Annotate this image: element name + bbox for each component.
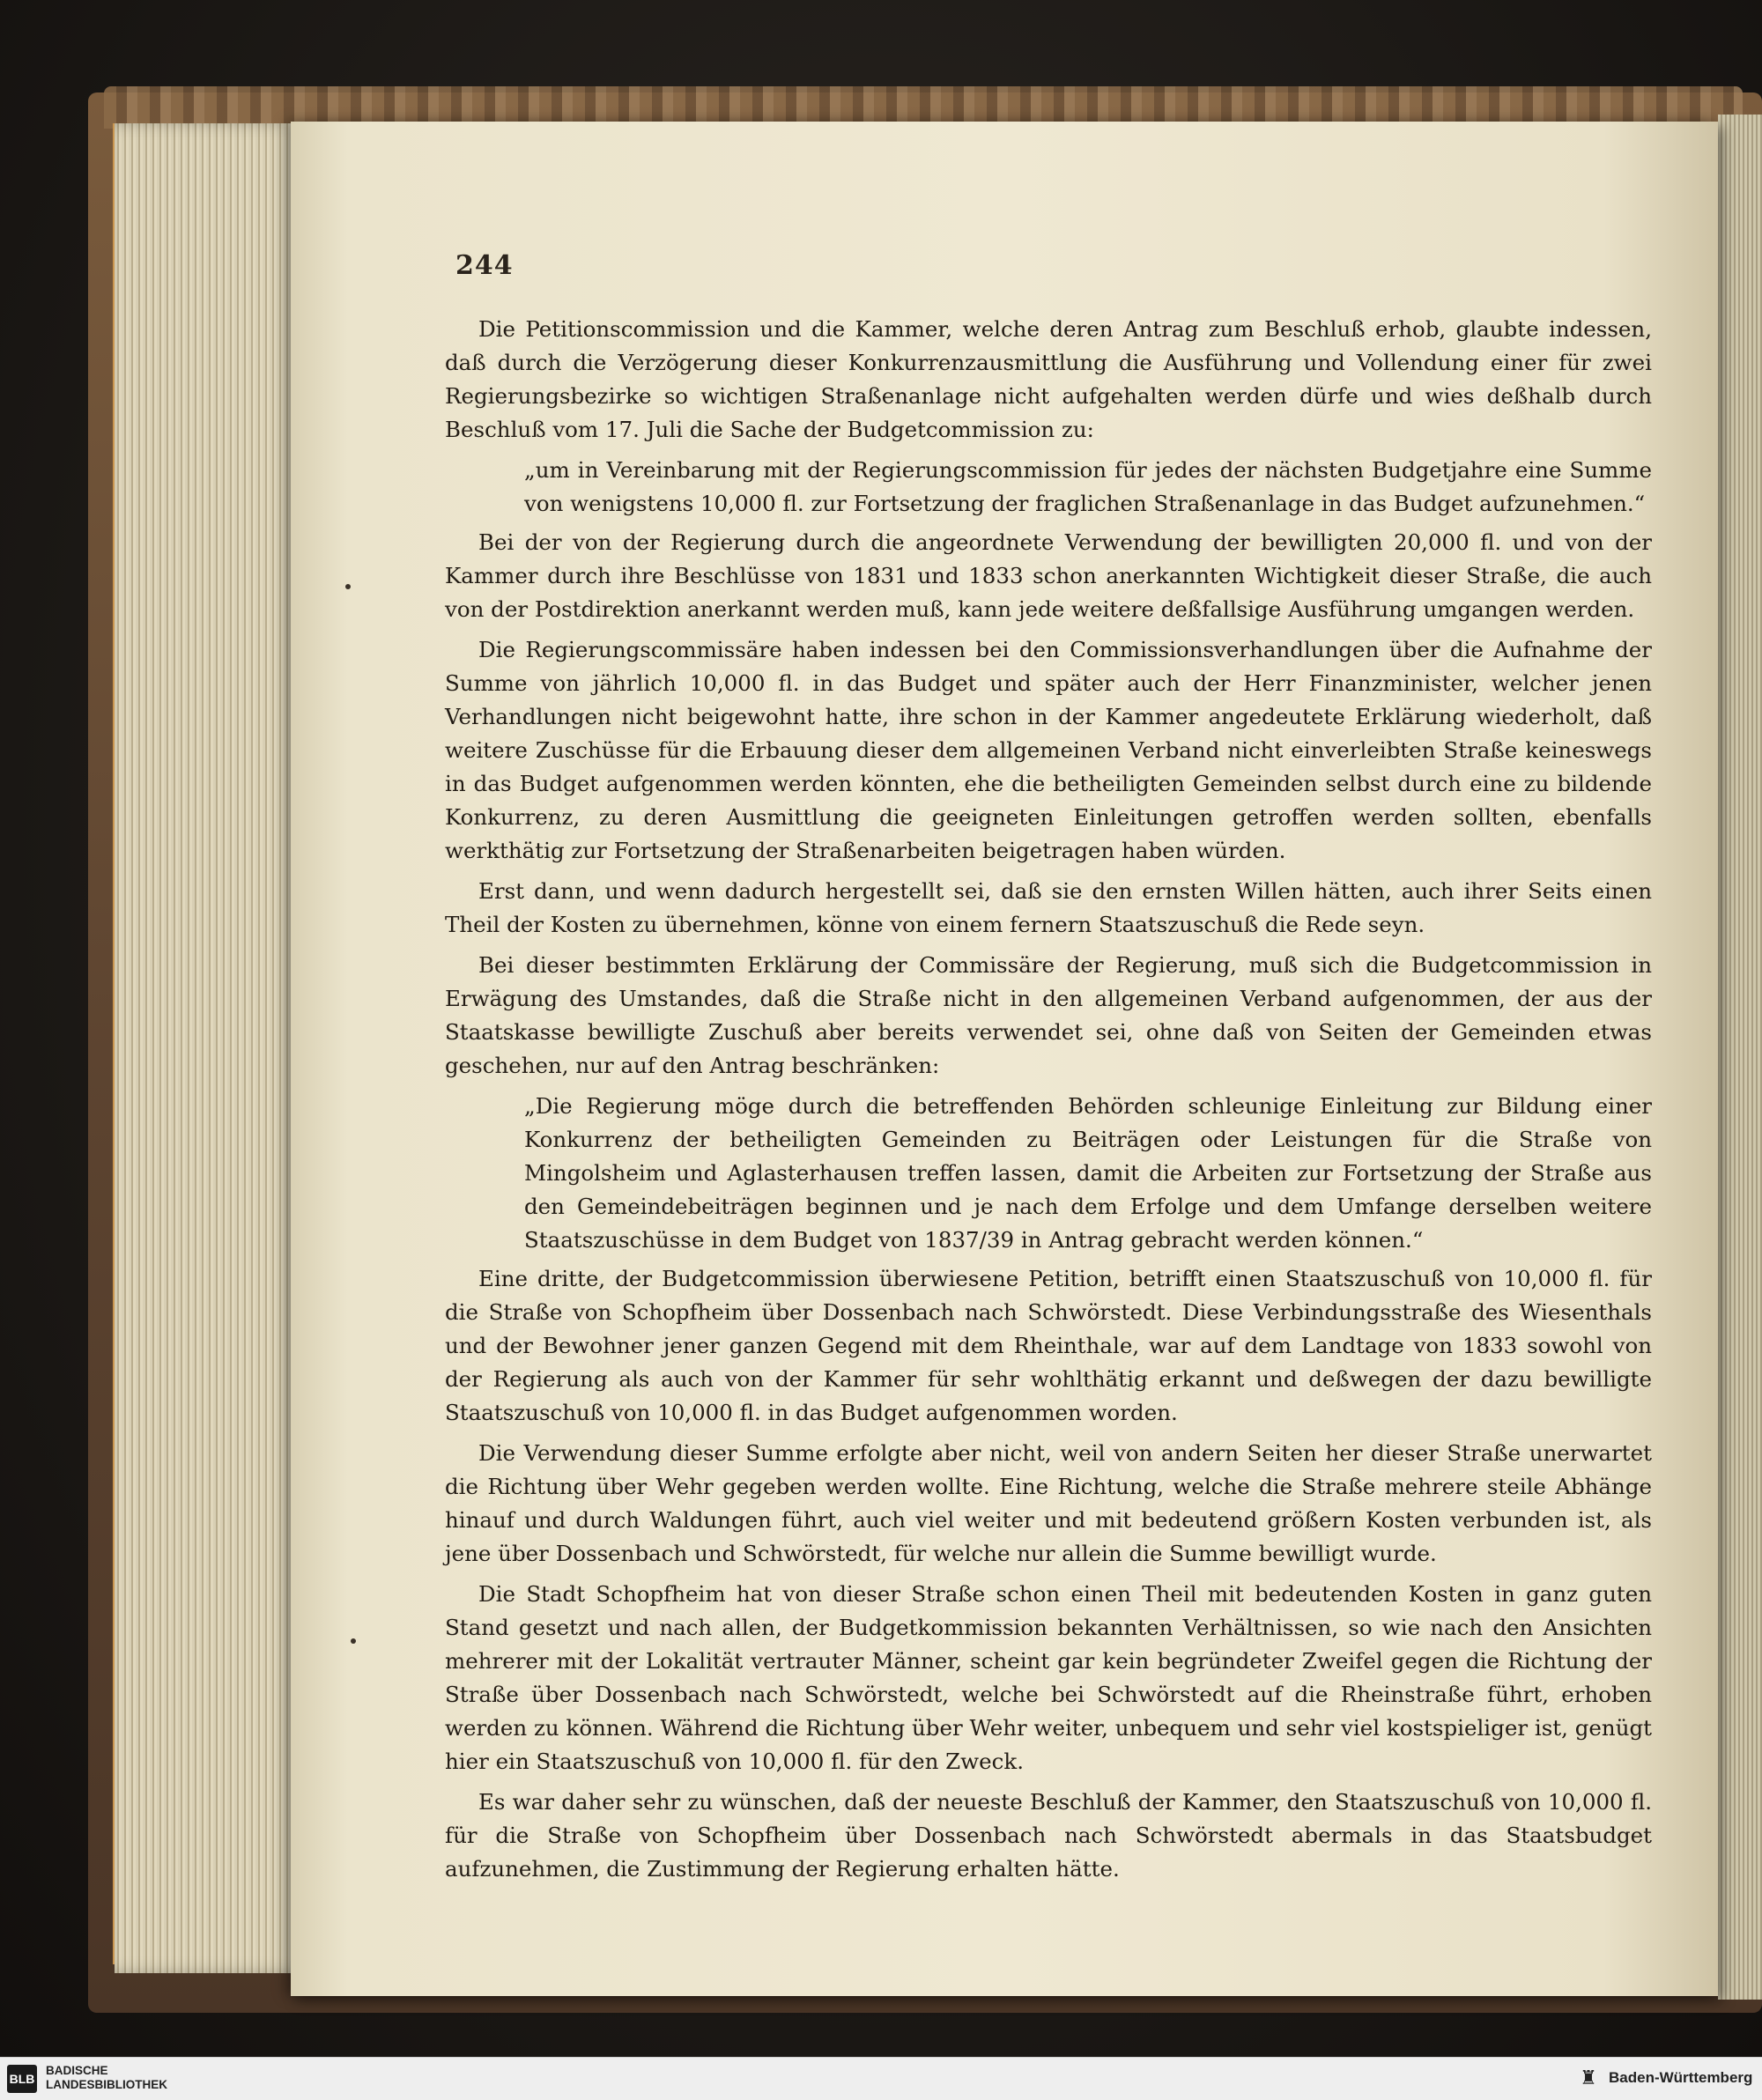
margin-dot [351, 1638, 356, 1644]
paragraph: Erst dann, und wenn dadurch hergestellt sei, daß sie den ernsten Willen hätten, auch ihrer Seits einen Theil der Kosten zu übernehmen, könne von einem fernern Staatszuschuß die Rede seyn. [445, 878, 1652, 937]
state-name[interactable]: Baden-Württemberg [1609, 2069, 1753, 2086]
margin-dot [345, 584, 351, 589]
paragraph: Die Petitionscommission und die Kammer, welche deren Antrag zum Beschluß erhob, glaubte indessen, daß durch die Verzögerung dieser Konkurrenzausmittlung die Ausführung und Vollendung einer für zwei Regierungsbezirke so wichtigen Straßenanlage nicht aufgehalten werden dürfe und wies deßhalb durch Beschluß vom 17. Juli die Sache der Budgetcommission zu: [445, 316, 1652, 442]
library-name[interactable] [46, 2064, 167, 2092]
page-number: 244 [455, 250, 514, 281]
quote-paragraph: „um in Vereinbarung mit der Regierungscommission für jedes der nächsten Budgetjahre eine Summe von wenigstens 10,000 fl. zur Fortsetzung der fraglichen Straßenanlage in das Budget aufzunehmen.“ [524, 457, 1652, 516]
blb-logo-icon[interactable]: BLB [7, 2065, 37, 2093]
coat-of-arms-icon: ♜ [1580, 2067, 1597, 2089]
library-name-line2: LANDESBIBLIOTHEK [46, 2078, 167, 2091]
paragraph: Bei der von der Regierung durch die angeordnete Verwendung der bewilligten 20,000 fl. und von der Kammer durch ihre Beschlüsse von 1831 und 1833 schon anerkannten Wichtigkeit dieser Straße, die auch von der Postdirektion anerkannt werden muß, kann jede weitere deßfallsige Ausführung umgangen werden. [445, 529, 1652, 622]
page-edges-right [1718, 115, 1762, 2000]
page-text [445, 313, 1652, 1893]
paragraph: Die Regierungscommissäre haben indessen bei den Commissionsverhandlungen über die Aufnahme der Summe von jährlich 10,000 fl. in das Budget und später auch der Herr Finanzminister, welcher jenen Verhandlungen nicht beigewohnt hatte, ihre schon in der Kammer angedeutete Erklärung wiederholt, daß weitere Zuschüsse für die Erbauung dieser dem allgemeinen Verband nicht einverleibten Straße keineswegs in das Budget aufgenommen werden könnten, ehe die betheiligten Gemeinden selbst durch eine zu bildende Konkurrenz, zu deren Ausmittlung die geeigneten Einleitungen getroffen werden sollten, ebenfalls werkthätig zur Fortsetzung der Straßenarbeiten beigetragen haben würden. [445, 637, 1652, 863]
footer-bar [0, 2057, 1762, 2100]
paragraph: Die Stadt Schopfheim hat von dieser Straße schon einen Theil mit bedeutenden Kosten in ganz guten Stand gesetzt und nach allen, der Budgetkommission bekannten Verhältnissen, so wie nach den Ansichten mehrerer mit der Lokalität vertrauter Männer, scheint gar kein begründeter Zweifel gegen die Richtung der Straße über Dossenbach nach Schwörstedt, welche bei Schwörstedt auf die Rheinstraße führt, erhoben werden zu können. Während die Richtung über Wehr weiter, unbequem und sehr viel kostspieliger ist, genügt hier ein Staatszuschuß von 10,000 fl. für den Zweck. [445, 1581, 1652, 1774]
paragraph: Eine dritte, der Budgetcommission überwiesene Petition, betrifft einen Staatszuschuß von 10,000 fl. für die Straße von Schopfheim über Dossenbach nach Schwörstedt. Diese Verbindungsstraße des Wiesenthals und der Bewohner jener ganzen Gegend mit dem Rheinthale, war auf dem Landtage von 1833 sowohl von der Regierung als auch von der Kammer für sehr wohlthätig erkannt und deßwegen der dazu bewilligte Staatszuschuß von 10,000 fl. in das Budget aufgenommen worden. [445, 1266, 1652, 1425]
paragraph: Die Verwendung dieser Summe erfolgte aber nicht, weil von andern Seiten her dieser Straße unerwartet die Richtung über Wehr gegeben werden wollte. Eine Richtung, welche die Straße mehrere steile Abhänge hinauf und durch Waldungen führt, auch viel weiter und mit bedeutend größern Kosten verbunden ist, als jene über Dossenbach und Schwörstedt, für welche nur allein die Summe bewilligt wurde. [445, 1440, 1652, 1566]
paragraph: Bei dieser bestimmten Erklärung der Commissäre der Regierung, muß sich die Budgetcommission in Erwägung des Umstandes, daß die Straße nicht in den allgemeinen Verband aufgenommen, der aus der Staatskasse bewilligte Zuschuß aber bereits verwendet sei, ohne daß von Seiten der Gemeinden etwas geschehen, nur auf den Antrag beschränken: [445, 952, 1652, 1078]
quote-paragraph: „Die Regierung möge durch die betreffenden Behörden schleunige Einleitung zur Bildung einer Konkurrenz der betheiligten Gemeinden zu Beiträgen oder Leistungen für die Straße von Mingolsheim und Aglasterhausen treffen lassen, damit die Arbeiten zur Fortsetzung der Straße aus den Gemeindebeiträgen beginnen und je nach dem Erfolge und dem Umfange derselben weitere Staatszuschüsse in dem Budget von 1837/39 in Antrag gebracht werden können.“ [524, 1093, 1652, 1253]
library-name-line1: BADISCHE [46, 2064, 108, 2077]
paragraph: Es war daher sehr zu wünschen, daß der neueste Beschluß der Kammer, den Staatszuschuß von 10,000 fl. für die Straße von Schopfheim über Dossenbach nach Schwörstedt abermals in das Staatsbudget aufzunehmen, die Zustimmung der Regierung erhalten hätte. [445, 1789, 1652, 1882]
page-edges-left [115, 123, 317, 1973]
